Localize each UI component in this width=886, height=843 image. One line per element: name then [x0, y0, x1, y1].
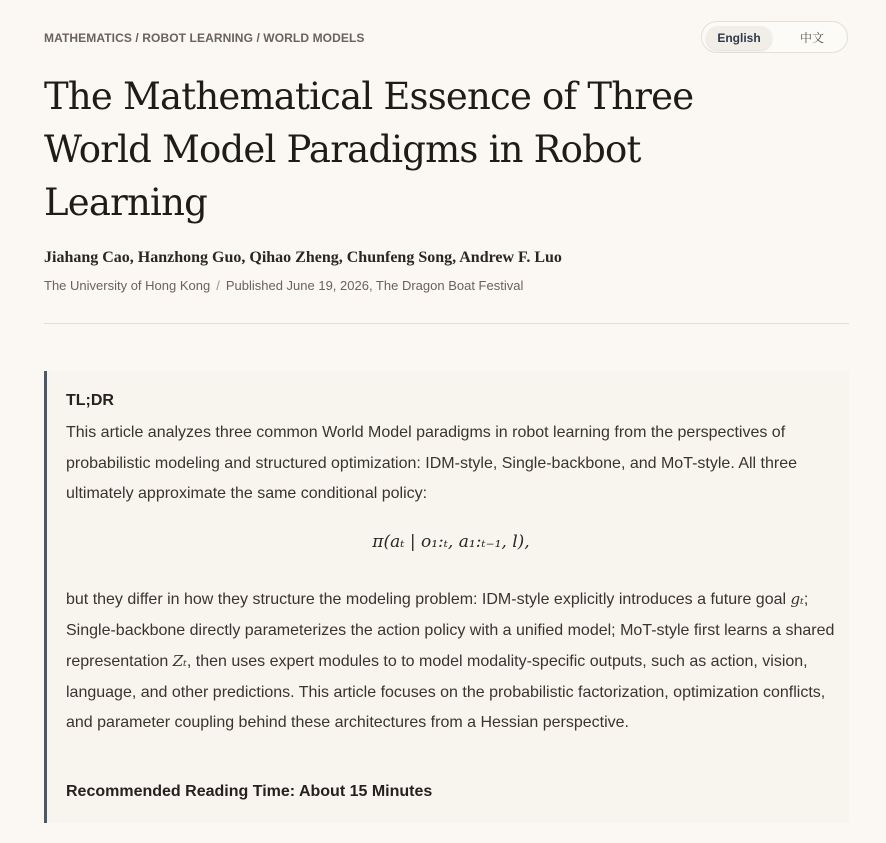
- tldr-heading: TL;DR: [66, 392, 114, 409]
- page-title: The Mathematical Essence of Three World Model Paradigms in Robot Learning: [44, 75, 694, 224]
- tldr-paragraph-1: This article analyzes three common World Model paradigms in robot learning from the perspectives of probabilistic modeling and structured optimization: IDM-style, Single-backbone, and MoT-style. All three ultimately approximate the same conditional policy:: [66, 424, 798, 502]
- tldr-box: [44, 371, 849, 823]
- affiliation-line: [44, 278, 523, 293]
- language-english-button[interactable]: English: [706, 26, 772, 50]
- breadcrumb[interactable]: MATHEMATICS / ROBOT LEARNING / WORLD MODELS: [44, 31, 365, 45]
- language-toggle: [701, 21, 848, 53]
- published-date: Published June 19, 2026, The Dragon Boat Festival: [225, 278, 524, 293]
- header-divider: [44, 323, 849, 324]
- text-span: but they differ in how they structure the modeling problem: IDM-style explicitly introduces a future goal: [66, 591, 791, 608]
- affiliation: The University of Hong Kong: [44, 278, 211, 293]
- language-chinese-button[interactable]: 中文: [799, 31, 824, 45]
- goal-symbol: gₜ: [790, 590, 804, 608]
- tldr-paragraph-2: [66, 584, 836, 739]
- separator: /: [216, 278, 220, 293]
- text-span: , then uses expert modules to to model modality-specific outputs, such as action, vision, language, and other predictions. This article focuses on the probabilistic factorization, optimization conflicts, and parameter coupling behind these architectures from a Hessian perspective.: [66, 653, 826, 731]
- author-list: Jiahang Cao, Hanzhong Guo, Qihao Zheng, Chunfeng Song, Andrew F. Luo: [44, 249, 562, 266]
- reading-time: Recommended Reading Time: About 15 Minutes: [66, 783, 433, 800]
- text-span: ; Single-backbone directly parameterizes the action policy with a unified model; MoT-style first learns a shared representation: [66, 591, 835, 670]
- policy-equation: π(aₜ | o₁:ₜ, a₁:ₜ₋₁, l),: [372, 532, 530, 552]
- representation-symbol: Zₜ: [172, 652, 187, 670]
